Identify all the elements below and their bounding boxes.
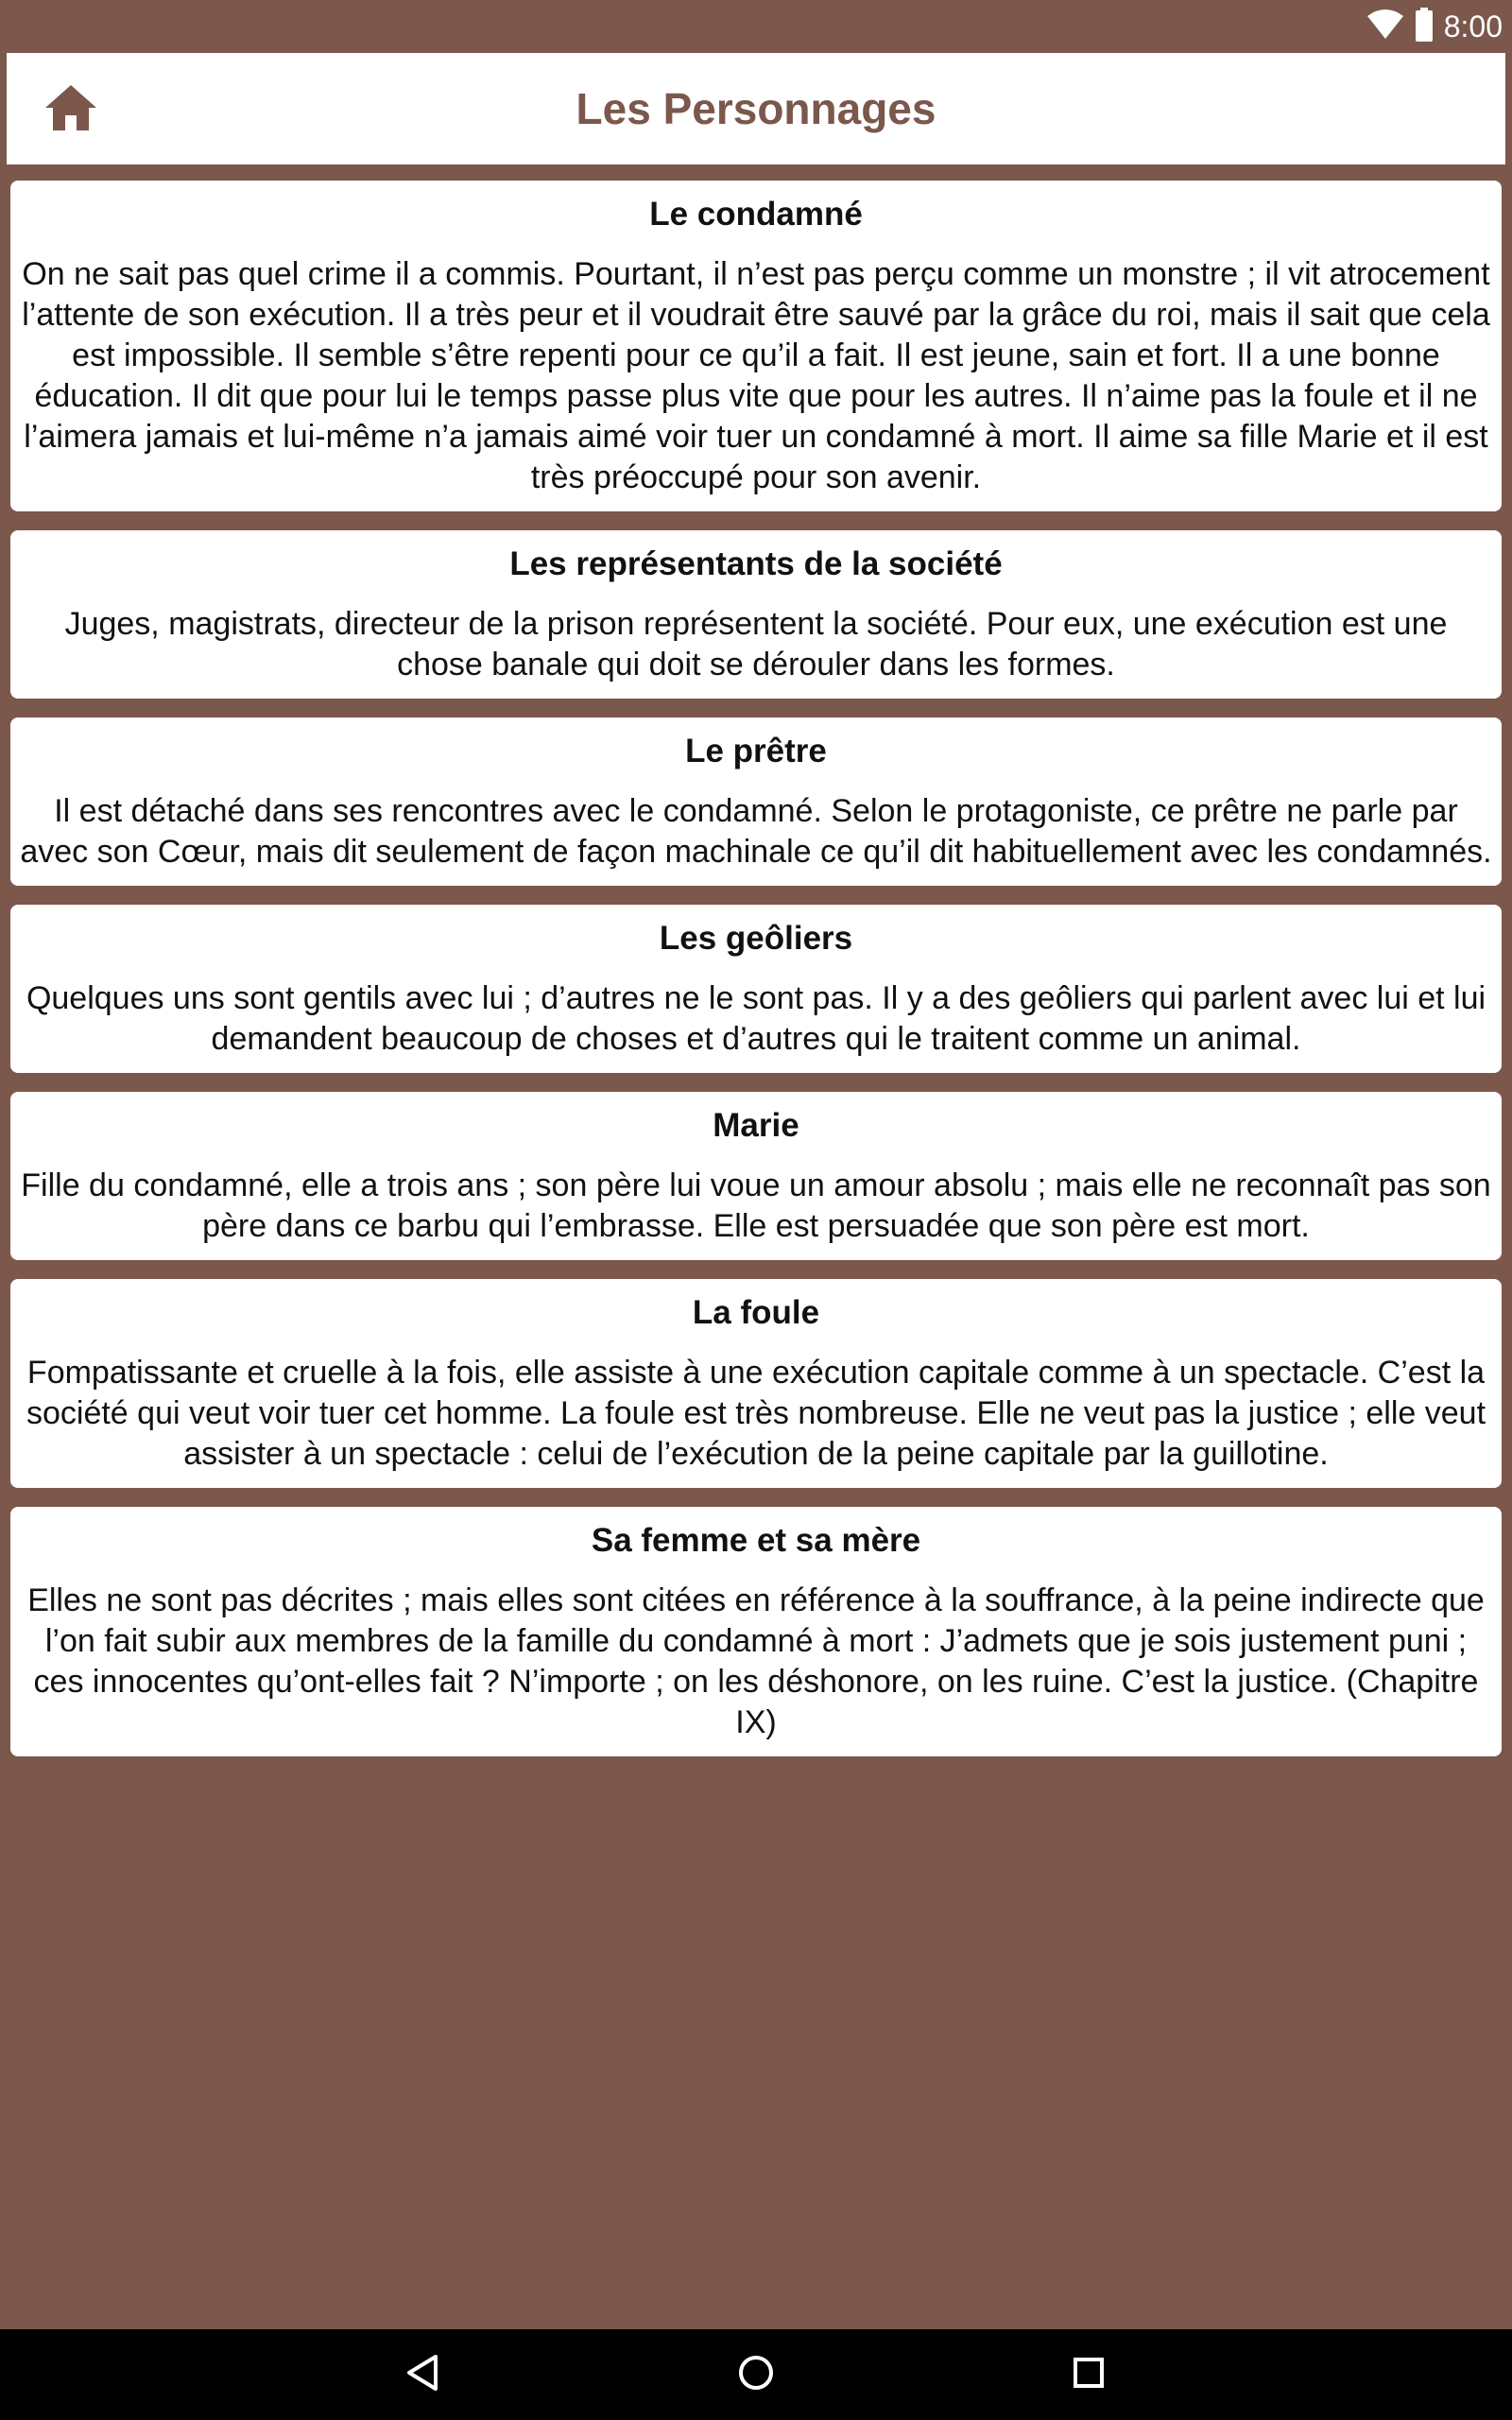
character-card-les-geoliers: [10, 905, 1502, 1073]
character-title: Le condamné: [649, 196, 863, 233]
battery-icon: [1414, 8, 1435, 46]
character-card-la-foule: [10, 1279, 1502, 1488]
character-description: Fompatissante et cruelle à la fois, elle assiste à une exécution capitale comme à un spectacle. C’est la société qui veut voir tuer cet homme. La foule est très nombreuse. Elle ne veut pas la justice ; elle veut assister à un spectacle : celui de l’exécution de la peine capitale par la guillotine.: [26, 1355, 1486, 1472]
character-card-le-pretre: [10, 717, 1502, 886]
character-description: Juges, magistrats, directeur de la prison représentent la société. Pour eux, une exécution est une chose banale qui doit se dérouler dans les formes.: [64, 606, 1448, 683]
character-title: Sa femme et sa mère: [591, 1522, 921, 1559]
character-title: Le prêtre: [685, 733, 827, 769]
character-description: On ne sait pas quel crime il a commis. Pourtant, il n’est pas perçu comme un monstre ; il vit atrocement l’attente de son exécution. Il a très peur et il voudrait être sauvé par la grâce du roi, mais il sait que cela est impossible. Il semble s’être repenti pour ce qu’il a fait. Il est jeune, sain et fort. Il a une bonne éducation. Il dit que pour lui le temps passe plus vite que pour les autres. Il n’aime pas la foule et il ne l’aimera jamais et lui-même n’a jamais aimé voir tuer un condamné à mort. Il aime sa fille Marie et il est très préoccupé pour son avenir.: [22, 256, 1490, 495]
character-description: Il est détaché dans ses rencontres avec le condamné. Selon le protagoniste, ce prêtre ne parle par avec son Cœur, mais dit seulement de façon machinale ce qu’il dit habituellement avec les condamnés.: [20, 793, 1492, 870]
app-bar: [7, 53, 1505, 164]
recents-button[interactable]: [1058, 2346, 1119, 2403]
navigation-bar: [0, 2329, 1512, 2420]
character-title: Marie: [713, 1107, 799, 1144]
character-card-le-condamne: [10, 181, 1502, 511]
recents-icon: [1070, 2354, 1108, 2396]
character-title: Les représentants de la société: [509, 545, 1003, 582]
character-card-representants: [10, 530, 1502, 699]
character-description: Quelques uns sont gentils avec lui ; d’autres ne le sont pas. Il y a des geôliers qui parlent avec lui et lui demandent beaucoup de choses et d’autres qui le traitent comme un animal.: [26, 980, 1486, 1057]
character-description: Elles ne sont pas décrites ; mais elles sont citées en référence à la souffrance, à la peine indirecte que l’on fait subir aux membres de la famille du condamné à mort : J’admets que je sois justement puni ; ces innocentes qu’ont-elles fait ? N’importe ; on les déshonore, on les ruine. C’est la justice. (Chapitre IX): [27, 1582, 1485, 1740]
back-button[interactable]: [392, 2346, 453, 2403]
status-bar: [0, 0, 1512, 53]
page-title: Les Personnages: [576, 84, 936, 133]
character-title: Les geôliers: [659, 920, 853, 957]
status-time: 8:00: [1443, 9, 1503, 43]
character-card-marie: [10, 1092, 1502, 1260]
wifi-icon: [1366, 9, 1404, 45]
characters-list: [10, 181, 1502, 1775]
home-circle-icon: [736, 2353, 776, 2397]
character-description: Fille du condamné, elle a trois ans ; son père lui voue un amour absolu ; mais elle ne reconnaît pas son père dans ce barbu qui l’embrasse. Elle est persuadée que son père est mort.: [21, 1167, 1491, 1244]
back-icon: [404, 2353, 441, 2397]
character-card-femme-mere: [10, 1507, 1502, 1756]
character-title: La foule: [692, 1294, 820, 1331]
home-nav-button[interactable]: [726, 2346, 786, 2403]
status-icons: [1366, 6, 1503, 47]
